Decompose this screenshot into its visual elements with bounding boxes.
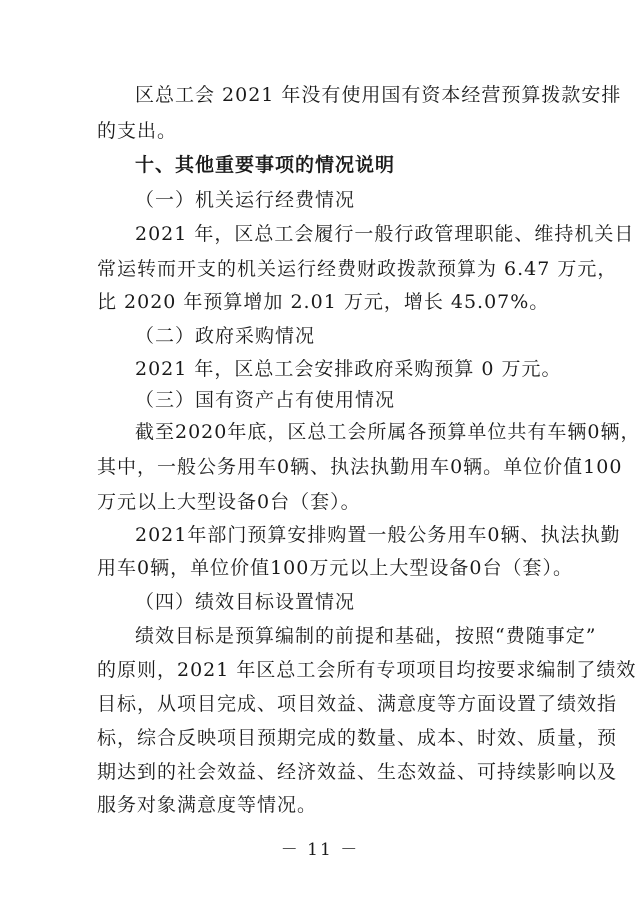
subsection-heading: （一）机关运行经费情况 — [135, 189, 356, 211]
paragraph-line: 标，综合反映项目预期完成的数量、成本、时效、质量，预 — [97, 727, 618, 749]
paragraph-line: 的支出。 — [97, 120, 178, 142]
paragraph-line: 用车0辆，单位价值100万元以上大型设备0台（套）。 — [97, 557, 573, 579]
paragraph-line: 2021 年，区总工会履行一般行政管理职能、维持机关日 — [135, 223, 635, 245]
subsection-heading: （四）绩效目标设置情况 — [135, 591, 356, 613]
paragraph-line: 其中，一般公务用车0辆、执法执勤用车0辆。单位价值100 — [97, 456, 623, 478]
paragraph-line: 2021年部门预算安排购置一般公务用车0辆、执法执勤 — [135, 524, 621, 546]
subsection-heading: （二）政府采购情况 — [135, 325, 316, 347]
page-number: － 11 － — [280, 840, 360, 860]
paragraph-line: 区总工会 2021 年没有使用国有资本经营预算拨款安排 — [135, 84, 622, 106]
section-heading: 十、其他重要事项的情况说明 — [135, 154, 396, 176]
paragraph-line: 常运转而开支的机关运行经费财政拨款预算为 6.47 万元， — [97, 258, 618, 280]
paragraph-line: 期达到的社会效益、经济效益、生态效益、可持续影响以及 — [97, 761, 618, 783]
paragraph-line: 目标，从项目完成、项目效益、满意度等方面设置了绩效指 — [97, 693, 618, 715]
paragraph-line: 截至2020年底，区总工会所属各预算单位共有车辆0辆， — [135, 421, 640, 443]
subsection-heading: （三）国有资产占有使用情况 — [135, 389, 396, 411]
paragraph-line: 万元以上大型设备0台（套）。 — [97, 491, 361, 513]
paragraph-line: 2021 年，区总工会安排政府采购预算 0 万元。 — [135, 358, 562, 380]
paragraph-line: 比 2020 年预算增加 2.01 万元，增长 45.07%。 — [97, 291, 550, 313]
paragraph-line: 的原则，2021 年区总工会所有专项项目均按要求编制了绩效 — [97, 659, 637, 681]
paragraph-line: 服务对象满意度等情况。 — [97, 794, 318, 816]
paragraph-line: 绩效目标是预算编制的前提和基础，按照“费随事定” — [135, 625, 597, 647]
